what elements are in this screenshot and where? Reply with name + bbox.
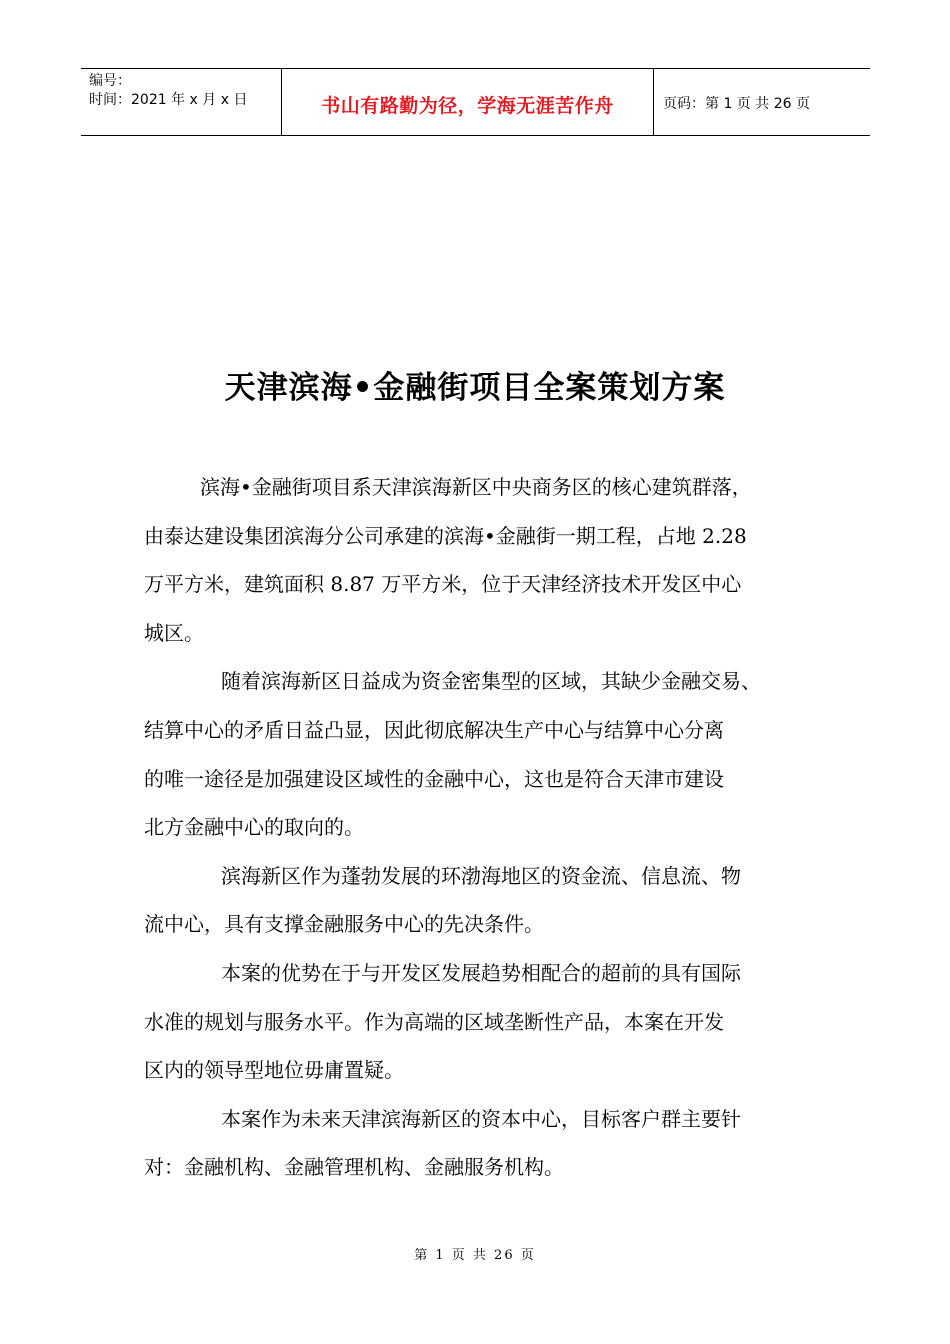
- paragraph-1-line-3: 万平方米，建筑面积 8.87 万平方米，位于天津经济技术开发区中心: [144, 572, 742, 597]
- paragraph-1-line-2: 由泰达建设集团滨海分公司承建的滨海•金融街一期工程，占地 2.28: [144, 523, 747, 548]
- header-page-cell: [654, 69, 870, 135]
- document-title: 天津滨海•金融街项目全案策划方案: [224, 370, 726, 406]
- header-meta-cell: [81, 69, 282, 135]
- page-footer: 第 1 页 共 26 页: [414, 1248, 536, 1263]
- paragraph-4-line-3: 区内的领导型地位毋庸置疑。: [144, 1058, 404, 1083]
- document-body: [144, 463, 824, 1192]
- paragraph-2-line-3: 的唯一途径是加强建设区域性的金融中心，这也是符合天津市建设: [144, 766, 724, 791]
- paragraph-5-line-2: 对：金融机构、金融管理机构、金融服务机构。: [144, 1155, 564, 1180]
- paragraph-2-line-1: 随着滨海新区日益成为资金密集型的区域，其缺少金融交易、: [221, 669, 761, 694]
- paragraph-2-line-4: 北方金融中心的取向的。: [144, 815, 364, 840]
- paragraph-4-line-1: 本案的优势在于与开发区发展趋势相配合的超前的具有国际: [221, 960, 741, 985]
- header-motto-cell: [282, 69, 654, 135]
- document-number-label: 编号：: [89, 73, 131, 89]
- document-time-label: 时间：2021 年 x 月 x 日: [89, 92, 248, 108]
- paragraph-2-line-2: 结算中心的矛盾日益凸显，因此彻底解决生产中心与结算中心分离: [144, 717, 724, 742]
- paragraph-4-line-2: 水准的规划与服务水平。作为高端的区域垄断性产品，本案在开发: [144, 1009, 724, 1034]
- paragraph-1-line-4: 城区。: [144, 620, 204, 645]
- header-page-info: 页码：第 1 页 共 26 页: [663, 96, 810, 112]
- motto-text: 书山有路勤为径，学海无涯苦作舟: [321, 94, 614, 117]
- paragraph-1-line-1: 滨海•金融街项目系天津滨海新区中央商务区的核心建筑群落，: [200, 475, 752, 499]
- header-table: [81, 68, 870, 136]
- paragraph-3-line-1: 滨海新区作为蓬勃发展的环渤海地区的资金流、信息流、物: [221, 863, 741, 888]
- paragraph-5-line-1: 本案作为未来天津滨海新区的资本中心，目标客户群主要针: [221, 1106, 741, 1131]
- paragraph-3-line-2: 流中心，具有支撑金融服务中心的先决条件。: [144, 912, 544, 937]
